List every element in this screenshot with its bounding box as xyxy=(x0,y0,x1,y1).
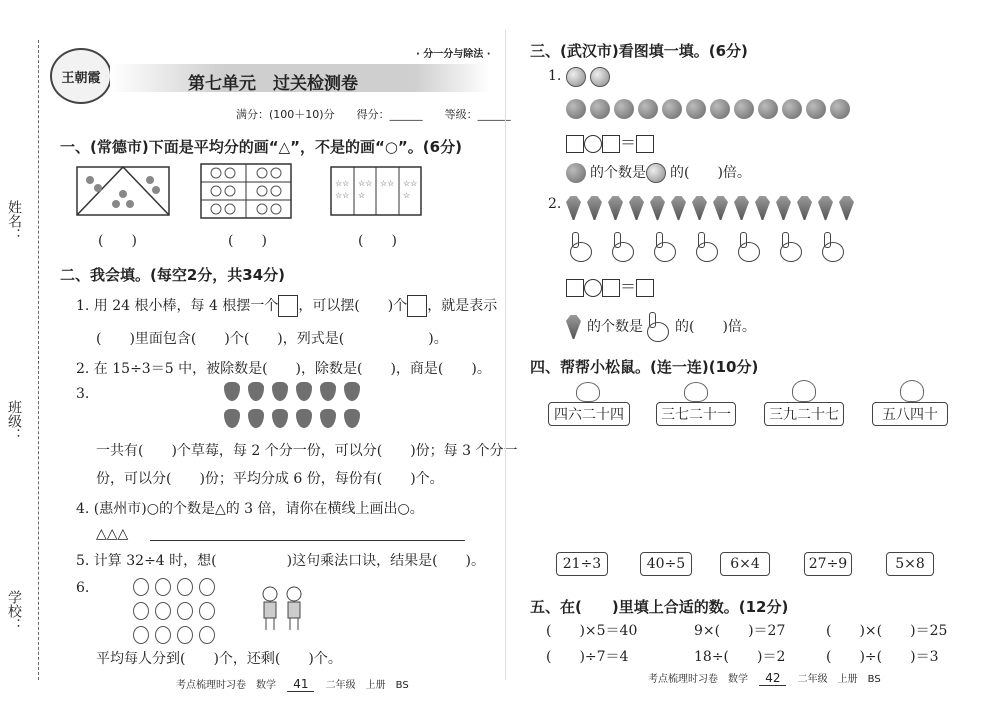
basketballs-row xyxy=(566,98,854,119)
expression-card[interactable]: 27÷9 xyxy=(804,552,852,576)
expression-card[interactable]: 5×8 xyxy=(886,552,934,576)
svg-text:☆☆: ☆☆ xyxy=(335,179,350,188)
q1-title: 一、(常德市)下面是平均分的画“△”，不是的画“○”。(6分) xyxy=(60,138,462,156)
q2-line-3a[interactable]: 一共有( )个草莓，每 2 个分一份，可以分( )份；每 3 个分一 xyxy=(96,443,518,459)
footer-right-grade: 二年级 上册 BS xyxy=(797,674,881,685)
binding-line xyxy=(38,40,39,680)
school-field-label: 学校： xyxy=(6,590,22,632)
expression-card[interactable]: 21÷3 xyxy=(556,552,608,576)
logo-text: 王朝霞 xyxy=(61,70,101,86)
q5-r1-c3[interactable]: ( )×( )＝25 xyxy=(826,623,948,639)
footer-left-grade: 二年级 上册 BS xyxy=(325,680,409,691)
name-field-label: 姓名： xyxy=(6,200,22,242)
footer-left-page: 41 xyxy=(287,677,314,692)
q2-line-1c: ，就是表示 xyxy=(427,298,498,314)
squirrel-icon xyxy=(684,382,708,402)
squirrel-icon xyxy=(900,380,924,402)
q2-line-3: 3. xyxy=(76,386,90,402)
carrots-row xyxy=(566,196,860,224)
stick-figure-box-1 xyxy=(278,295,298,317)
q3-p2-text-a: 的个数是 xyxy=(587,319,643,335)
balloon-group xyxy=(130,578,230,650)
svg-text:☆☆: ☆☆ xyxy=(380,179,395,188)
q2-line-1 xyxy=(76,295,497,317)
squirrel-icon xyxy=(576,382,600,402)
q3-p1-text-a: 的个数是 xyxy=(590,165,646,181)
q3-part-2-label: 2. xyxy=(548,196,562,212)
q1-figure-triangle-split xyxy=(76,166,170,216)
unit-title: 第七单元 过关检测卷 xyxy=(188,74,358,94)
svg-text:☆: ☆ xyxy=(358,191,366,200)
q1-figure-grid xyxy=(200,163,292,219)
footer-right-page: 42 xyxy=(759,671,786,686)
q3-eq-2-equals: ＝ xyxy=(620,277,637,296)
footer-right-label: 考点梳理时习卷 数学 xyxy=(648,674,748,685)
multiplication-rhyme-card[interactable]: 三七二十一 xyxy=(656,402,736,426)
class-field-label: 班级： xyxy=(6,400,22,442)
svg-text:☆☆: ☆☆ xyxy=(358,179,373,188)
q3-part-1-label: 1. xyxy=(548,68,562,84)
svg-text:☆☆: ☆☆ xyxy=(403,179,418,188)
section-tag: · 分一分与除法 · xyxy=(416,49,491,60)
multiplication-rhyme-card[interactable]: 四六二十四 xyxy=(548,402,630,426)
squirrel-icon xyxy=(792,380,816,402)
svg-text:☆☆: ☆☆ xyxy=(335,191,350,200)
q2-line-6: 6. xyxy=(76,580,90,596)
q1-answer-3[interactable]: ( ) xyxy=(358,233,397,249)
rabbits-row xyxy=(566,232,860,266)
soccer-balls-row xyxy=(566,66,614,87)
q2-line-3b[interactable]: 份，可以分( )份；平均分成 6 份，每份有( )个。 xyxy=(96,471,444,487)
q3-p2-text-b: 的( )倍。 xyxy=(675,319,756,335)
footer-left-label: 考点梳理时习卷 数学 xyxy=(176,680,276,691)
score-line: 满分：(100＋10)分 得分：______ 等级：______ xyxy=(236,108,511,121)
publisher-logo xyxy=(50,48,112,104)
q2-title: 二、我会填。(每空2分，共34分) xyxy=(60,266,286,284)
q5-r2-c2[interactable]: 18÷( )＝2 xyxy=(694,649,786,665)
q4-title: 四、帮帮小松鼠。(连一连)(10分) xyxy=(530,358,759,376)
q2-line-4: 4. (惠州市)○的个数是△的 3 倍，请你在横线上画出○。 xyxy=(76,501,424,517)
multiplication-rhyme-card[interactable]: 三九二十七 xyxy=(764,402,844,426)
q2-line-2[interactable]: 2. 在 15÷3＝5 中，被除数是( )，除数是( )，商是( )。 xyxy=(76,361,491,377)
footer-left xyxy=(176,676,409,692)
q2-line-1a: 1. 用 24 根小棒，每 4 根摆一个 xyxy=(76,298,279,314)
q5-r2-c3[interactable]: ( )÷( )＝3 xyxy=(826,649,939,665)
q5-r1-c2[interactable]: 9×( )＝27 xyxy=(694,623,786,639)
q2-line-5[interactable]: 5. 计算 32÷4 时，想( )这句乘法口诀，结果是( )。 xyxy=(76,553,486,569)
q2-drawing-line[interactable] xyxy=(150,540,465,541)
q1-figure-stars xyxy=(330,166,422,216)
q3-p1-text-b: 的( )倍。 xyxy=(670,165,751,181)
expression-card[interactable]: 6×4 xyxy=(720,552,770,576)
q3-eq-1[interactable] xyxy=(566,130,654,153)
q2-line-1d[interactable]: ( )里面包含( )个( )，列式是( )。 xyxy=(96,331,448,347)
q3-part-1-text[interactable] xyxy=(566,162,751,183)
footer-right xyxy=(648,670,881,686)
stick-figure-box-2 xyxy=(407,295,427,317)
strawberry-group xyxy=(220,382,370,436)
expression-card[interactable]: 40÷5 xyxy=(640,552,692,576)
q3-title: 三、(武汉市)看图填一填。(6分) xyxy=(530,42,748,60)
q1-answer-2[interactable]: ( ) xyxy=(228,233,267,249)
q2-line-1b: ，可以摆( )个 xyxy=(298,298,408,314)
page-divider xyxy=(505,30,506,680)
q1-answer-1[interactable]: ( ) xyxy=(98,233,137,249)
children-illustration xyxy=(256,586,310,632)
svg-text:☆: ☆ xyxy=(403,191,411,200)
q5-title: 五、在( )里填上合适的数。(12分) xyxy=(530,598,789,616)
q5-r2-c1[interactable]: ( )÷7＝4 xyxy=(546,649,629,665)
q2-line-4b: △△△ xyxy=(96,526,129,542)
q2-line-6a[interactable]: 平均每人分到( )个，还剩( )个。 xyxy=(96,651,342,667)
q3-part-2-text[interactable] xyxy=(566,312,756,342)
q3-eq-1-equals: ＝ xyxy=(620,133,637,152)
q5-r1-c1[interactable]: ( )×5＝40 xyxy=(546,623,638,639)
multiplication-rhyme-card[interactable]: 五八四十 xyxy=(872,402,948,426)
q3-eq-2[interactable] xyxy=(566,274,654,297)
